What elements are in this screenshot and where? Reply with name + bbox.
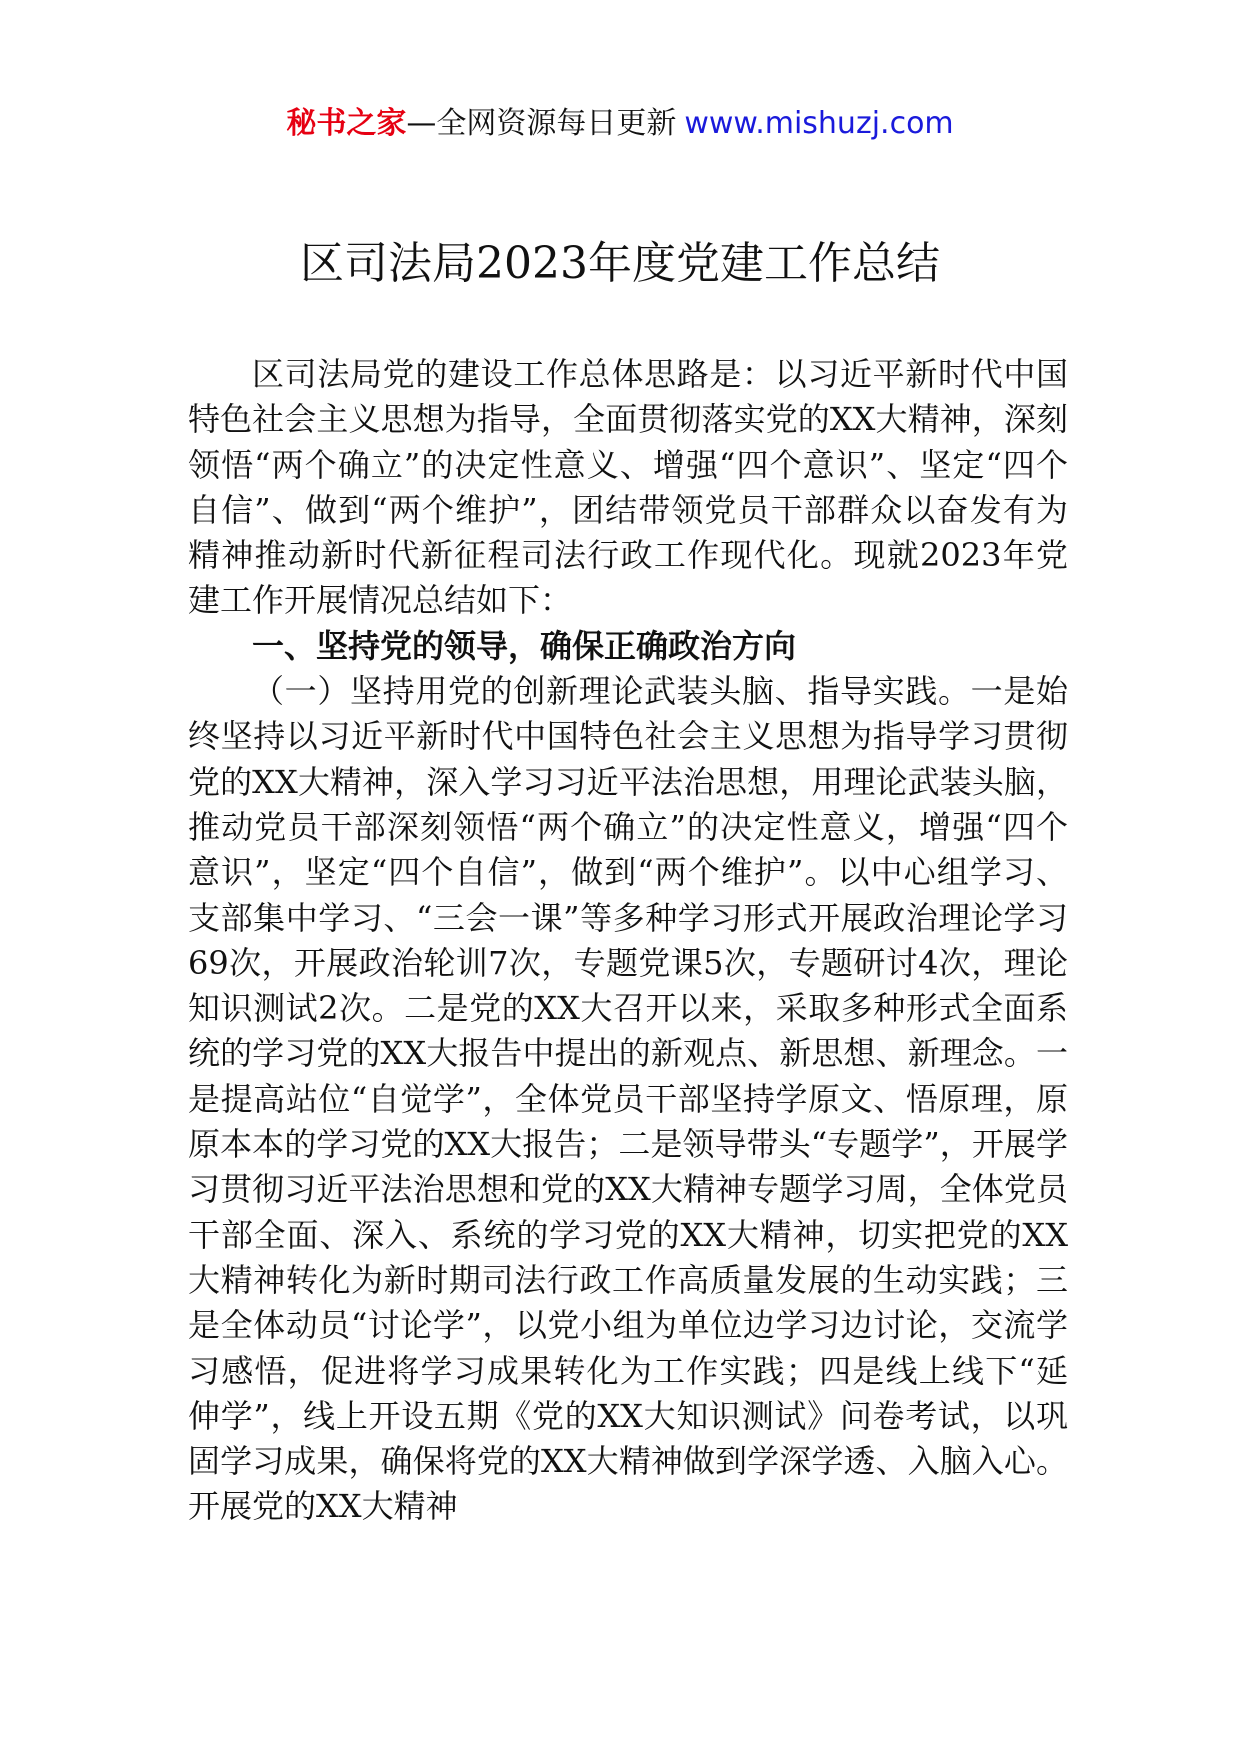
brand-name: 秘书之家 [286, 106, 407, 141]
document-body [188, 352, 1068, 1530]
intro-paragraph: 区司法局党的建设工作总体思路是：以习近平新时代中国特色社会主义思想为指导，全面贯彻落实党的XX大精神，深刻领悟“两个确立”的决定性意义、增强“四个意识”、坚定“四个自信”、做到“两个维护”，团结带领党员干部群众以奋发有为精神推动新时代新征程司法行政工作现代化。现就2023年党建工作开展情况总结如下： [188, 355, 1068, 620]
header-tagline: —全网资源每日更新 [406, 106, 677, 141]
site-header [0, 104, 1240, 144]
site-url-link[interactable]: www.mishuzj.com [684, 106, 954, 141]
body-paragraph: （一）坚持用党的创新理论武装头脑、指导实践。一是始终坚持以习近平新时代中国特色社会主义思想为指导学习贯彻党的XX大精神，深入学习习近平法治思想，用理论武装头脑，推动党员干部深刻领悟“两个确立”的决定性意义，增强“四个意识”，坚定“四个自信”，做到“两个维护”。以中心组学习、支部集中学习、“三会一课”等多种学习形式开展政治理论学习69次，开展政治轮训7次，专题党课5次，专题研讨4次，理论知识测试2次。二是党的XX大召开以来，采取多种形式全面系统的学习党的XX大报告中提出的新观点、新思想、新理念。一是提高站位“自觉学”，全体党员干部坚持学原文、悟原理，原原本本的学习党的XX大报告；二是领导带头“专题学”，开展学习贯彻习近平法治思想和党的XX大精神专题学习周，全体党员干部全面、深入、系统的学习党的XX大精神，切实把党的XX大精神转化为新时期司法行政工作高质量发展的生动实践；三是全体动员“讨论学”，以党小组为单位边学习边讨论，交流学习感悟，促进将学习成果转化为工作实践；四是线上线下“延伸学”，线上开设五期《党的XX大知识测试》问卷考试，以巩固学习成果，确保将党的XX大精神做到学深学透、入脑入心。开展党的XX大精神 [188, 672, 1068, 1526]
section-heading: 一、坚持党的领导，确保正确政治方向 [252, 626, 797, 665]
document-title: 区司法局2023年度党建工作总结 [300, 238, 940, 289]
